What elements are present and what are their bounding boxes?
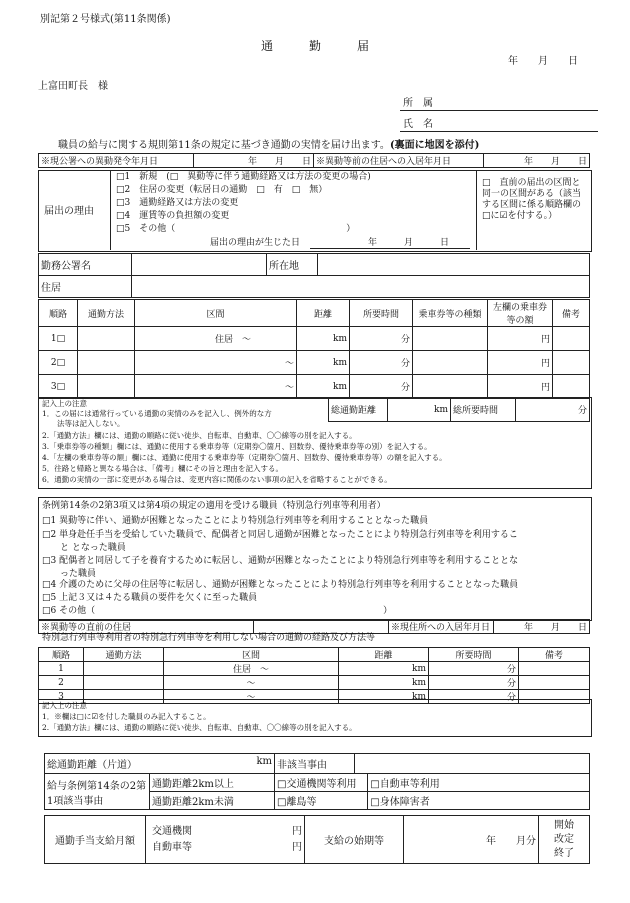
remark-cell[interactable] — [519, 676, 590, 690]
addressee: 上富田町長 様 — [38, 81, 108, 92]
exempt-field[interactable] — [355, 754, 590, 774]
reason-label: 届出の理由 — [44, 206, 94, 217]
total-oneway-label: 総通勤距離（片道） km — [45, 754, 275, 774]
reason-item-4[interactable]: □4 運賃等の負担額の変更 — [116, 211, 230, 221]
opt-disabled[interactable]: □身体障害者 — [368, 792, 590, 810]
table-row — [39, 375, 590, 399]
reason-item-2[interactable]: □2 住居の変更（転居日の通勤 □ 有 □ 無） — [116, 185, 328, 195]
col-header: 通勤方法 — [84, 648, 164, 662]
yen-cell[interactable]: 円 — [488, 351, 553, 375]
express-item-1[interactable]: □1 異動等に伴い、通勤が困難となったことにより特別急行列車等を利用することとなった職員 — [42, 516, 429, 526]
col-header: 備考 — [553, 300, 590, 327]
total-min-field[interactable]: 分 — [516, 398, 590, 422]
dept-field[interactable] — [400, 110, 598, 111]
allowance-values[interactable]: 交通機関 円 自動車等 円 — [146, 816, 305, 864]
name-label: 氏 名 — [403, 119, 433, 130]
section-cell[interactable]: 〜 — [164, 676, 339, 690]
express-title: 条例第14条の2第3項又は第4項の規定の適用を受ける職員（特別急行列車等利用者） — [42, 501, 386, 511]
section-cell[interactable]: 〜 — [135, 375, 297, 399]
reason-item-3[interactable]: □3 通勤経路又は方法の変更 — [116, 198, 239, 208]
curr-residence-label: ※現住所への入居年月日 — [389, 620, 494, 634]
method-cell[interactable] — [84, 676, 164, 690]
remark-cell[interactable] — [553, 327, 590, 351]
note-4: 4.「左欄の乗車券等の額」欄には、通勤に使用する乗車券等（定期券〇箇月、回数券、優待乗車券等）の額を記入する。 — [42, 453, 447, 462]
col-header: 距離 — [297, 300, 350, 327]
ticket-cell[interactable] — [413, 327, 488, 351]
method-cell[interactable] — [78, 375, 135, 399]
express-item-3[interactable]: □3 配偶者と同居して子を養育するために転居し、通勤が困難となったことにより特別急行列車等を利用することとな — [42, 556, 519, 566]
col-header: 区間 — [164, 648, 339, 662]
min-cell[interactable]: 分 — [350, 375, 413, 399]
remark-cell[interactable] — [519, 662, 590, 676]
office-table — [38, 253, 590, 298]
km-cell[interactable]: km — [297, 327, 350, 351]
residence-field[interactable] — [132, 276, 590, 298]
section-cell[interactable]: 住居 〜 — [164, 662, 339, 676]
section-cell[interactable]: 〜 — [164, 690, 339, 704]
km-cell[interactable]: km — [339, 690, 429, 704]
reason-item-5[interactable]: □5 その他（ ） — [116, 224, 356, 234]
submit-date: 年 月 日 — [508, 56, 578, 67]
office-field[interactable] — [132, 254, 267, 276]
min-cell[interactable]: 分 — [350, 327, 413, 351]
notes2-item-2: 2.「通勤方法」欄には、通勤の順路に従い徒歩、自転車、自動車、〇〇線等の別を記入する。 — [42, 723, 357, 732]
route-no[interactable]: 3□ — [39, 375, 78, 399]
under2-label: 通勤距離2km未満 — [150, 792, 275, 810]
col-header: 区間 — [135, 300, 297, 327]
express-item-5[interactable]: □5 上記３又は４たる職員の要件を欠くに至った職員 — [42, 593, 258, 603]
totals-table — [328, 397, 590, 422]
reason-date-field[interactable]: 年 月 日 — [368, 238, 450, 248]
dept-label: 所 属 — [403, 98, 433, 109]
express-date-row — [38, 619, 590, 634]
col-header: 所要時間 — [350, 300, 413, 327]
opt-island[interactable]: □離島等 — [275, 792, 368, 810]
min-cell[interactable]: 分 — [350, 351, 413, 375]
express-item-4[interactable]: □4 介護のために父母の住居等に転居し、通勤が困難となったことにより特別急行列車等を利用することとなった職員 — [42, 580, 519, 590]
route-no: 2 — [39, 676, 84, 690]
note-6: 6．通勤の実情の一部に変更がある場合は、変更内容に関係のない事項の記入を省略することができる。 — [42, 475, 392, 484]
prev-residence-label: ※異動等の直前の住居 — [39, 620, 254, 634]
residence-label: 住居 — [39, 276, 132, 298]
exempt-label: 非該当事由 — [275, 754, 355, 774]
assign-date-field[interactable]: 年 月 日 — [194, 154, 314, 168]
col-header: 通勤方法 — [78, 300, 135, 327]
reason-date-label: 届出の理由が生じた日 — [210, 238, 301, 248]
col-header: 所要時間 — [429, 648, 519, 662]
method-cell[interactable] — [78, 351, 135, 375]
form-number: 別記第２号様式(第11条関係) — [40, 14, 171, 25]
table-row — [39, 351, 590, 375]
min-cell[interactable]: 分 — [429, 676, 519, 690]
reason-item-1[interactable]: □1 新規 (□ 異動等に伴う通勤経路又は方法の変更の場合) — [116, 172, 371, 182]
method-cell[interactable] — [84, 662, 164, 676]
total-time-label: 総所要時間 — [451, 398, 516, 422]
min-cell[interactable]: 分 — [429, 690, 519, 704]
km-cell[interactable]: km — [297, 351, 350, 375]
col-header: 乗車券等の種類 — [413, 300, 488, 327]
total-oneway-km[interactable]: km — [256, 756, 272, 767]
route-no: 1 — [39, 662, 84, 676]
note-2: 2.「通勤方法」欄には、通勤の順路に従い徒歩、自転車、自動車、〇〇線等の別を記入する。 — [42, 431, 357, 440]
note-5: 5．往路と帰路と異なる場合は、「備考」欄にその旨と理由を記入する。 — [42, 464, 284, 473]
note-3: 3.「乗車券等の種類」欄には、通勤に使用する乗車券等（定期券〇箇月、回数券、優待乗車券等の別）を記入する。 — [42, 442, 432, 451]
allowance-label: 通勤手当支給月額 — [45, 816, 146, 864]
yen-cell[interactable]: 円 — [488, 327, 553, 351]
method-cell[interactable] — [78, 327, 135, 351]
express-route-title: 特別急行列車等利用者の特別急行列車等を利用しない場合の通勤の経路及び方法等 — [42, 633, 376, 643]
ticket-cell[interactable] — [413, 351, 488, 375]
name-field[interactable] — [400, 131, 598, 132]
location-field[interactable] — [318, 254, 590, 276]
route-no: 3 — [39, 690, 84, 704]
notes2-item-1: 1．※欄は□に☑を付した職員のみ記入すること。 — [42, 712, 211, 721]
clause-label: 給与条例第14条の2第1項該当事由 — [45, 774, 150, 810]
section-cell[interactable]: 〜 — [135, 351, 297, 375]
notes2-title: 記入上の注意 — [42, 701, 87, 710]
remark-cell[interactable] — [553, 351, 590, 375]
table-row — [39, 662, 590, 676]
km-cell[interactable]: km — [297, 375, 350, 399]
col-header: 順路 — [39, 648, 84, 662]
col-header: 備考 — [519, 648, 590, 662]
allowance-table — [44, 815, 590, 864]
express-item-3b: った職員 — [42, 569, 97, 579]
col-header: 左欄の乗車券等の額 — [488, 300, 553, 327]
route-no[interactable]: 1□ — [39, 327, 78, 351]
assign-date-row — [38, 153, 590, 168]
km-cell[interactable]: km — [339, 662, 429, 676]
yen-cell[interactable]: 円 — [488, 375, 553, 399]
col-header: 順路 — [39, 300, 78, 327]
ticket-cell[interactable] — [413, 375, 488, 399]
express-item-6[interactable]: □6 その他（ ） — [42, 606, 393, 616]
table-row — [39, 676, 590, 690]
section-cell[interactable]: 住居 〜 — [135, 327, 297, 351]
bottom-table — [44, 753, 590, 810]
route-no[interactable]: 2□ — [39, 351, 78, 375]
opt-transport[interactable]: □交通機関等利用 — [275, 774, 368, 792]
col-header: 距離 — [339, 648, 429, 662]
total-km-field[interactable]: km — [388, 398, 451, 422]
intro-text: 職員の給与に関する規則第11条の規定に基づき通勤の実情を届け出ます。(裏面に地図を添付) — [58, 140, 480, 151]
office-label: 勤務公署名 — [39, 254, 132, 276]
table-row — [39, 327, 590, 351]
express-item-2[interactable]: □2 単身赴任手当を受給していた職員で、配偶者と同居し通勤が困難となったことにより特別急行列車等を利用するこ — [42, 530, 518, 540]
prev-residence-field[interactable] — [254, 620, 389, 634]
total-distance-label: 総通勤距離 — [329, 398, 388, 422]
same-section-note[interactable]: □ 直前の届出の区間と同一の区間がある（該当する区間に係る順路欄の□に☑を付する。） — [482, 178, 582, 221]
over2-label: 通勤距離2km以上 — [150, 774, 275, 792]
route-table — [38, 299, 590, 399]
note-1b: 法等は記入しない。 — [42, 419, 125, 428]
start-label: 支給の始期等 — [305, 816, 404, 864]
start-date-field[interactable]: 年 月分 — [404, 816, 539, 864]
note-1a: 1．この届には通常行っている通勤の実情のみを記入し、例外的な方 — [42, 409, 272, 418]
curr-residence-date[interactable]: 年 月 日 — [494, 620, 590, 634]
km-cell[interactable]: km — [339, 676, 429, 690]
min-cell[interactable]: 分 — [429, 662, 519, 676]
page-title: 通 勤 届 — [260, 39, 369, 53]
express-route-table — [38, 647, 590, 704]
move-in-label: ※異動等前の住居への入居年月日 — [314, 154, 484, 168]
express-item-2b: と となった職員 — [42, 543, 126, 553]
location-label: 所在地 — [267, 254, 318, 276]
opt-car[interactable]: □自動車等利用 — [368, 774, 590, 792]
remark-cell[interactable] — [553, 375, 590, 399]
status-options[interactable]: 開始 改定 終了 — [539, 816, 590, 864]
move-in-date-field[interactable]: 年 月 日 — [484, 154, 590, 168]
notes-title: 記入上の注意 — [42, 399, 87, 408]
assign-label: ※現公署への異動発令年月日 — [39, 154, 194, 168]
